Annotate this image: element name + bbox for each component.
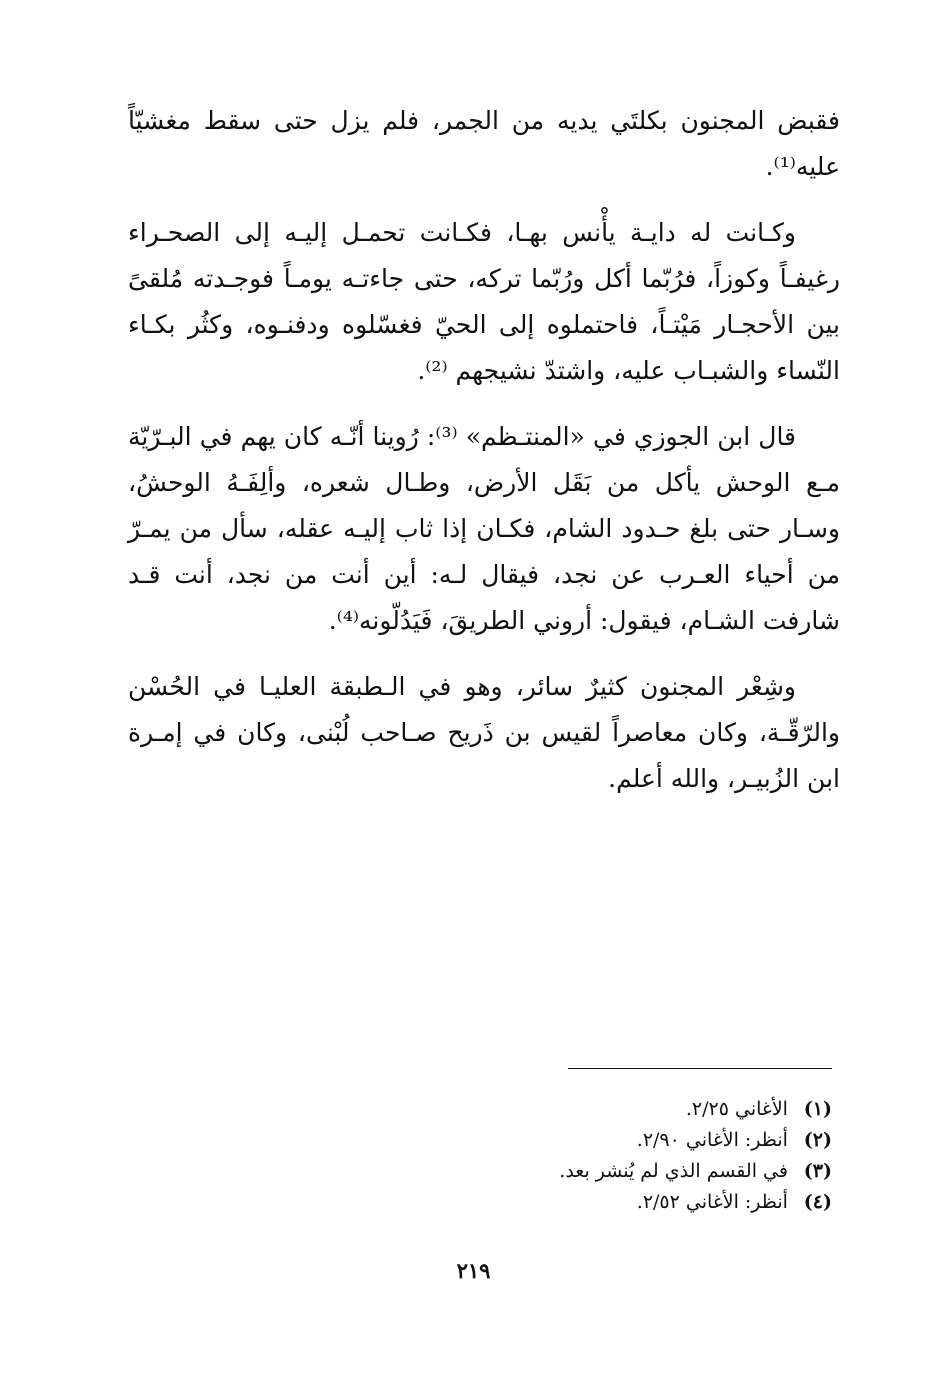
footnote-2 — [440, 1125, 832, 1156]
footnote-text: في القسم الذي لم يُنشر بعد. — [559, 1160, 788, 1182]
footnotes — [440, 1094, 832, 1218]
footnote-1 — [440, 1094, 832, 1125]
footnote-divider — [568, 1068, 832, 1069]
footnote-text: أنظر: الأغاني ٢/٥٢. — [636, 1191, 788, 1213]
main-text — [128, 98, 840, 822]
paragraph-3: قال ابن الجوزي في «المنتـظم» ⁽³⁾: رُوينا أنّـه كان يهم في البـرّيّة مـع الوحش يأكل من بَقَل الأرض، وطـال شعره، وألِفَـهُ الوحشُ، وسـار حتى بلغ حـدود الشام، فكـان إذا ثاب إليـه عقله، سأل من يمـرّ من أحياء العـرب عن نجد، فيقال لـه: أين أنت من نجد، أنت قـد شارفت الشـام، فيقول: أروني الطريقَ، فَيَدُلّونه⁽⁴⁾. — [128, 422, 840, 635]
footnote-number: (١) — [803, 1098, 832, 1120]
footnote-number: (٣) — [803, 1160, 832, 1182]
paragraph-1: فقبض المجنون بكلتَي يديه من الجمر، فلم يزل حتى سقط مغشيّاً عليه⁽¹⁾. — [128, 106, 840, 181]
footnote-4 — [440, 1187, 832, 1218]
footnote-text: أنظر: الأغاني ٢/٩٠. — [636, 1129, 788, 1151]
footnote-text: الأغاني ٢/٢٥. — [685, 1098, 788, 1120]
footnote-number: (٢) — [803, 1129, 832, 1151]
paragraph-2: وكـانت له دايـة يأْنس بهـا، فكـانت تحمـل إليـه إلى الصحـراء رغيفـاً وكوزاً، فرُبّما أكل ورُبّما تركه، حتى جاءتـه يومـاً فوجـدته مُلقىً بين الأحجـار مَيْتـاً، فاحتملوه إلى الحيّ فغسّلوه ودفنـوه، وكثُر بكـاء النّساء والشبـاب عليه، واشتدّ نشيجهم ⁽²⁾. — [128, 218, 840, 385]
paragraph-4: وشِعْر المجنون كثيرٌ سائر، وهو في الـطبقة العليـا في الحُسْن والرّقّـة، وكان معاصراً لقيس بن ذَريح صـاحب لُبْنى، وكان في إمـرة ابن الزُبيـر، والله أعلم. — [128, 672, 840, 793]
footnote-3 — [440, 1156, 832, 1187]
footnote-number: (٤) — [803, 1191, 832, 1213]
page-number: ٢١٩ — [456, 1258, 491, 1283]
